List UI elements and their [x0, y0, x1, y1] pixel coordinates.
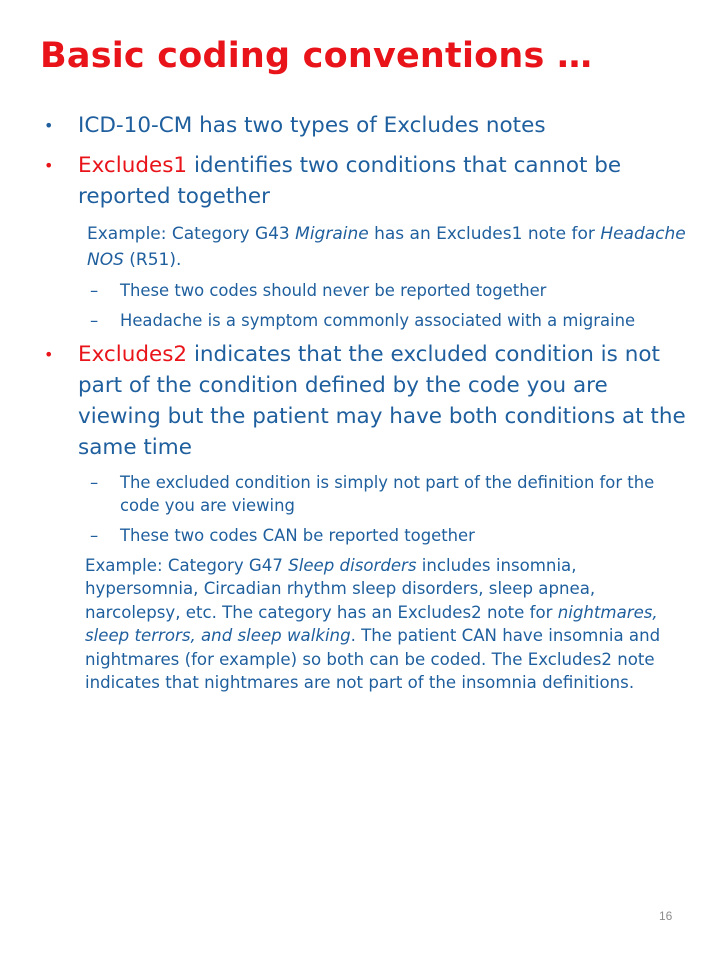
sub-bullet-text: Headache is a symptom commonly associated with a migraine: [120, 311, 636, 330]
example-text: Example: Category G43: [87, 224, 296, 244]
bullet-glyph: •: [44, 116, 54, 135]
example-italic: Sleep disorders: [288, 556, 417, 575]
excludes1-term: Excludes1: [78, 153, 188, 178]
sub-bullet: [40, 309, 690, 332]
bullet-excludes1: [40, 150, 690, 212]
example-sleep-disorders: [40, 554, 690, 694]
example-text: includes insomnia, hypersomnia, Circadian rhythm sleep disorders, sleep apnea, narcolepsy, etc. The category has an Excludes2 note for: [85, 556, 596, 622]
sub-bullet: [40, 471, 690, 517]
excludes2-description: indicates that the excluded condition is not part of the condition defined by the code you are viewing but the patient may have both conditions at the same time: [78, 342, 686, 460]
example-italic: nightmares, sleep terrors, and sleep walking: [85, 602, 658, 646]
example-text: . The patient CAN have insomnia and nightmares (for example) so both can be coded. The Excludes2 note indicates that nightmares are not part of the insomnia definitions.: [85, 626, 661, 693]
excludes2-term: Excludes2: [78, 342, 188, 367]
example-text: Example: Category G47: [85, 556, 289, 575]
dash-glyph: –: [90, 526, 99, 545]
dash-glyph: –: [90, 311, 99, 330]
dash-glyph: –: [90, 473, 99, 492]
sub-bullet: [40, 279, 690, 302]
bullet-excludes-types: [40, 110, 690, 141]
bullet-text: ICD-10-CM has two types of Excludes notes: [78, 113, 546, 138]
bullet-glyph: •: [44, 345, 54, 364]
example-migraine: [40, 221, 690, 273]
sub-bullet-text: The excluded condition is simply not part of the definition for the code you are viewing: [120, 473, 655, 515]
dash-glyph: –: [90, 281, 99, 300]
example-text: (R51).: [123, 250, 182, 270]
page-number: 16: [659, 909, 673, 923]
sub-bullet: [40, 524, 690, 547]
sub-bullet-text: These two codes should never be reported together: [120, 281, 547, 300]
sub-bullet-text: These two codes CAN be reported together: [120, 526, 475, 545]
bullet-excludes2: [40, 339, 690, 463]
example-italic: Migraine: [295, 224, 369, 244]
slide-title: Basic coding conventions …: [40, 36, 593, 76]
example-text: has an Excludes1 note for: [368, 224, 601, 244]
example-italic: Headache NOS: [87, 224, 686, 270]
excludes1-description: identifies two conditions that cannot be reported together: [78, 153, 622, 209]
slide-content: [40, 110, 690, 694]
bullet-glyph: •: [44, 156, 54, 175]
